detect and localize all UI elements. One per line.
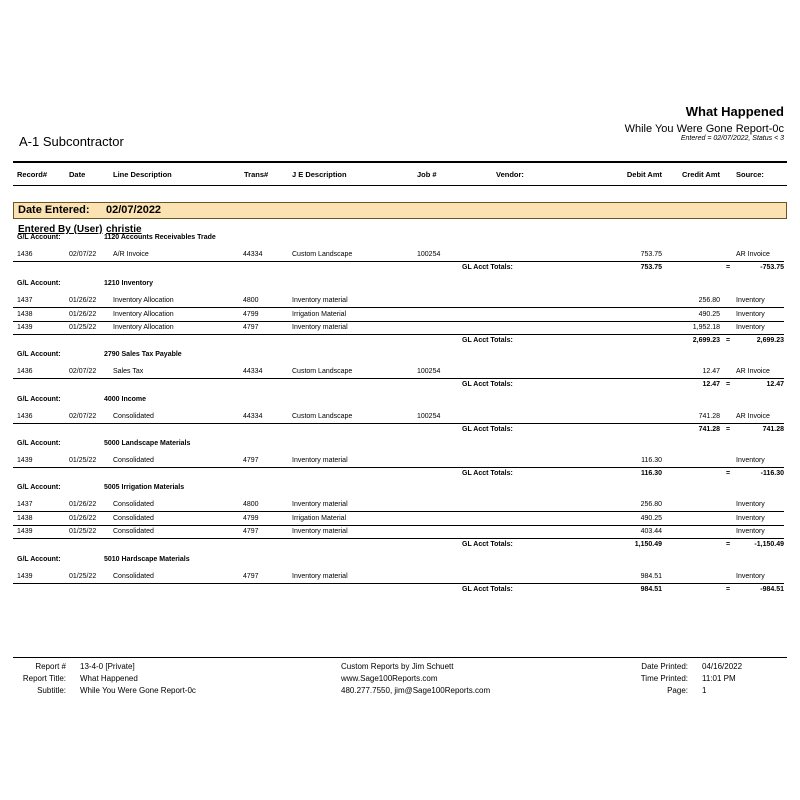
total-net: -753.75 (760, 263, 784, 271)
footer-label-time-printed: Time Printed: (640, 674, 688, 683)
cell-trans: 44334 (243, 368, 263, 375)
row-separator (13, 583, 784, 584)
cell-je-description: Inventory material (292, 324, 348, 331)
cell-je-description: Custom Landscape (292, 251, 353, 258)
cell-credit: 1,952.18 (692, 324, 720, 331)
cell-source: Inventory (736, 457, 765, 464)
entered-by-user: christie (106, 224, 142, 235)
cell-record: 1437 (17, 297, 33, 304)
cell-record: 1437 (17, 501, 33, 508)
total-net: -984.51 (760, 585, 784, 593)
cell-credit: 741.28 (698, 413, 720, 420)
cell-je-description: Inventory material (292, 457, 348, 464)
cell-source: AR Invoice (736, 368, 770, 375)
total-equals-sign: = (726, 540, 731, 548)
cell-trans: 4800 (243, 501, 259, 508)
total-net: -116.30 (760, 469, 784, 477)
gl-account-name: 5000 Landscape Materials (104, 440, 191, 447)
cell-je-description: Inventory material (292, 573, 348, 580)
row-separator (13, 378, 784, 379)
cell-record: 1436 (17, 251, 33, 258)
gl-account-name: 5010 Hardscape Materials (104, 556, 190, 563)
total-credit: 741.28 (698, 425, 720, 433)
gl-account-label: G/L Account: (17, 280, 61, 287)
cell-je-description: Inventory material (292, 528, 348, 535)
date-entered-value: 02/07/2022 (106, 204, 162, 216)
total-credit: 2,699.23 (692, 336, 720, 344)
total-equals-sign: = (726, 263, 731, 271)
cell-source: AR Invoice (736, 251, 770, 258)
cell-source: Inventory (736, 573, 765, 580)
col-header-line-description: Line Description (113, 170, 172, 179)
cell-je-description: Inventory material (292, 297, 348, 304)
gl-account-name: 4000 Income (104, 396, 147, 403)
cell-line-description: A/R Invoice (113, 251, 149, 258)
col-header-source: Source: (736, 170, 764, 179)
col-header-vendor: Vendor: (496, 170, 524, 179)
gl-account-label: G/L Account: (17, 234, 61, 241)
gl-account-label: G/L Account: (17, 440, 61, 447)
gl-account-name: 5005 Irrigation Materials (104, 484, 185, 491)
total-equals-sign: = (726, 469, 731, 477)
gl-account-name: 1120 Accounts Receivables Trade (104, 234, 216, 241)
total-net: -1,150.49 (754, 540, 784, 548)
col-header-record: Record# (17, 170, 48, 179)
cell-trans: 4797 (243, 528, 259, 535)
cell-date: 01/26/22 (69, 501, 97, 508)
date-entered-label: Date Entered: (18, 204, 90, 216)
cell-date: 01/26/22 (69, 514, 97, 522)
cell-source: Inventory (736, 528, 765, 535)
row-separator (13, 525, 784, 526)
gl-acct-totals-label: GL Acct Totals: (462, 425, 513, 433)
row-separator (13, 321, 784, 322)
company-name: A-1 Subcontractor (19, 134, 124, 149)
footer-label-page: Page: (667, 686, 688, 695)
cell-je-description: Custom Landscape (292, 413, 353, 420)
cell-credit: 256.80 (698, 297, 720, 304)
footer-contact: 480.277.7550, jim@Sage100Reports.com (341, 686, 491, 695)
gl-acct-totals-label: GL Acct Totals: (462, 336, 513, 344)
cell-debit: 403.44 (640, 528, 662, 535)
total-equals-sign: = (726, 585, 731, 593)
cell-line-description: Consolidated (113, 514, 154, 522)
cell-je-description: Irrigation Material (292, 310, 347, 318)
cell-trans: 4797 (243, 324, 259, 331)
footer-time-printed: 11:01 PM (702, 674, 736, 683)
cell-debit: 490.25 (640, 514, 662, 522)
header-top-rule (13, 161, 787, 163)
cell-line-description: Inventory Allocation (113, 324, 174, 331)
cell-trans: 4799 (243, 514, 259, 522)
cell-trans: 4797 (243, 457, 259, 464)
cell-job: 100254 (417, 251, 441, 258)
col-header-date: Date (69, 170, 86, 179)
footer-website: www.Sage100Reports.com (341, 674, 438, 683)
cell-je-description: Inventory material (292, 501, 348, 508)
row-separator (13, 467, 784, 468)
entered-by-label: Entered By (User) (18, 224, 103, 235)
gl-account-label: G/L Account: (17, 351, 61, 358)
cell-date: 01/25/22 (69, 528, 97, 535)
cell-line-description: Sales Tax (113, 368, 144, 375)
cell-date: 02/07/22 (69, 413, 97, 420)
footer-credit-line: Custom Reports by Jim Schuett (341, 662, 454, 671)
cell-source: Inventory (736, 514, 765, 522)
cell-trans: 4800 (243, 297, 259, 304)
cell-record: 1439 (17, 573, 33, 580)
cell-record: 1439 (17, 528, 33, 535)
footer-label-subtitle: Subtitle: (37, 686, 66, 695)
gl-acct-totals-label: GL Acct Totals: (462, 380, 513, 388)
gl-acct-totals-label: GL Acct Totals: (462, 469, 513, 477)
cell-date: 02/07/22 (69, 251, 97, 258)
cell-source: Inventory (736, 324, 765, 331)
cell-date: 01/26/22 (69, 310, 97, 318)
gl-account-name: 2790 Sales Tax Payable (104, 351, 182, 358)
gl-account-label: G/L Account: (17, 484, 61, 491)
cell-credit: 12.47 (702, 368, 720, 375)
cell-job: 100254 (417, 368, 441, 375)
cell-line-description: Consolidated (113, 413, 154, 420)
cell-je-description: Custom Landscape (292, 368, 353, 375)
cell-date: 01/25/22 (69, 324, 97, 331)
footer-page-number: 1 (702, 686, 707, 695)
cell-debit: 984.51 (640, 573, 662, 580)
cell-source: AR Invoice (736, 413, 770, 420)
total-net: 741.28 (762, 425, 784, 433)
gl-account-label: G/L Account: (17, 556, 61, 563)
header-bottom-rule (13, 185, 787, 186)
total-debit: 753.75 (640, 263, 662, 271)
cell-line-description: Consolidated (113, 457, 154, 464)
col-header-credit: Credit Amt (681, 170, 720, 179)
footer-rule (13, 657, 787, 658)
total-net: 2,699.23 (756, 336, 784, 344)
cell-trans: 44334 (243, 413, 263, 420)
total-equals-sign: = (726, 425, 731, 433)
cell-debit: 753.75 (640, 251, 662, 258)
cell-record: 1436 (17, 413, 33, 420)
cell-je-description: Irrigation Material (292, 514, 347, 522)
total-debit: 984.51 (640, 585, 662, 593)
total-credit: 12.47 (702, 380, 720, 388)
footer-report-title: What Happened (80, 674, 138, 683)
col-header-trans: Trans# (244, 170, 269, 179)
gl-account-label: G/L Account: (17, 396, 61, 403)
cell-credit: 490.25 (698, 310, 720, 318)
cell-job: 100254 (417, 413, 441, 420)
cell-source: Inventory (736, 297, 765, 304)
col-header-je-description: J E Description (292, 170, 347, 179)
row-separator (13, 538, 784, 539)
cell-trans: 44334 (243, 251, 263, 258)
report-subtitle: While You Were Gone Report-0c (624, 123, 784, 135)
cell-record: 1438 (17, 514, 33, 522)
row-separator (13, 334, 784, 335)
cell-line-description: Consolidated (113, 573, 154, 580)
cell-date: 01/25/22 (69, 573, 97, 580)
cell-source: Inventory (736, 310, 765, 318)
total-net: 12.47 (766, 380, 784, 388)
total-debit: 1,150.49 (634, 540, 662, 548)
cell-record: 1438 (17, 310, 33, 318)
total-debit: 116.30 (640, 469, 662, 477)
cell-trans: 4799 (243, 310, 259, 318)
cell-date: 01/26/22 (69, 297, 97, 304)
report-title: What Happened (685, 104, 784, 119)
total-equals-sign: = (726, 380, 731, 388)
gl-acct-totals-label: GL Acct Totals: (462, 263, 513, 271)
cell-record: 1436 (17, 368, 33, 375)
footer-label-date-printed: Date Printed: (641, 662, 688, 671)
footer-label-report-number: Report # (35, 662, 66, 671)
cell-debit: 116.30 (641, 457, 662, 464)
gl-acct-totals-label: GL Acct Totals: (462, 540, 513, 548)
footer-date-printed: 04/16/2022 (702, 662, 743, 671)
cell-record: 1439 (17, 324, 33, 331)
cell-trans: 4797 (243, 573, 259, 580)
cell-record: 1439 (17, 457, 33, 464)
footer-report-number: 13-4-0 [Private] (80, 662, 135, 671)
gl-account-name: 1210 Inventory (104, 280, 154, 287)
row-separator (13, 423, 784, 424)
cell-line-description: Consolidated (113, 501, 154, 508)
cell-date: 02/07/22 (69, 368, 97, 375)
cell-line-description: Inventory Allocation (113, 297, 174, 304)
row-separator (13, 307, 784, 308)
cell-source: Inventory (736, 501, 765, 508)
row-separator (13, 511, 784, 512)
footer-label-report-title: Report Title: (22, 674, 66, 683)
cell-line-description: Inventory Allocation (113, 310, 174, 318)
col-header-debit: Debit Amt (626, 170, 662, 179)
gl-acct-totals-label: GL Acct Totals: (462, 585, 513, 593)
row-separator (13, 261, 784, 262)
col-header-job: Job # (417, 170, 437, 179)
total-equals-sign: = (726, 336, 731, 344)
report-criteria: Entered = 02/07/2022, Status < 3 (680, 135, 784, 142)
footer-subtitle: While You Were Gone Report-0c (80, 686, 196, 695)
cell-debit: 256.80 (640, 501, 662, 508)
date-entered-group-header (13, 202, 787, 219)
cell-line-description: Consolidated (113, 528, 154, 535)
cell-date: 01/25/22 (69, 457, 97, 464)
